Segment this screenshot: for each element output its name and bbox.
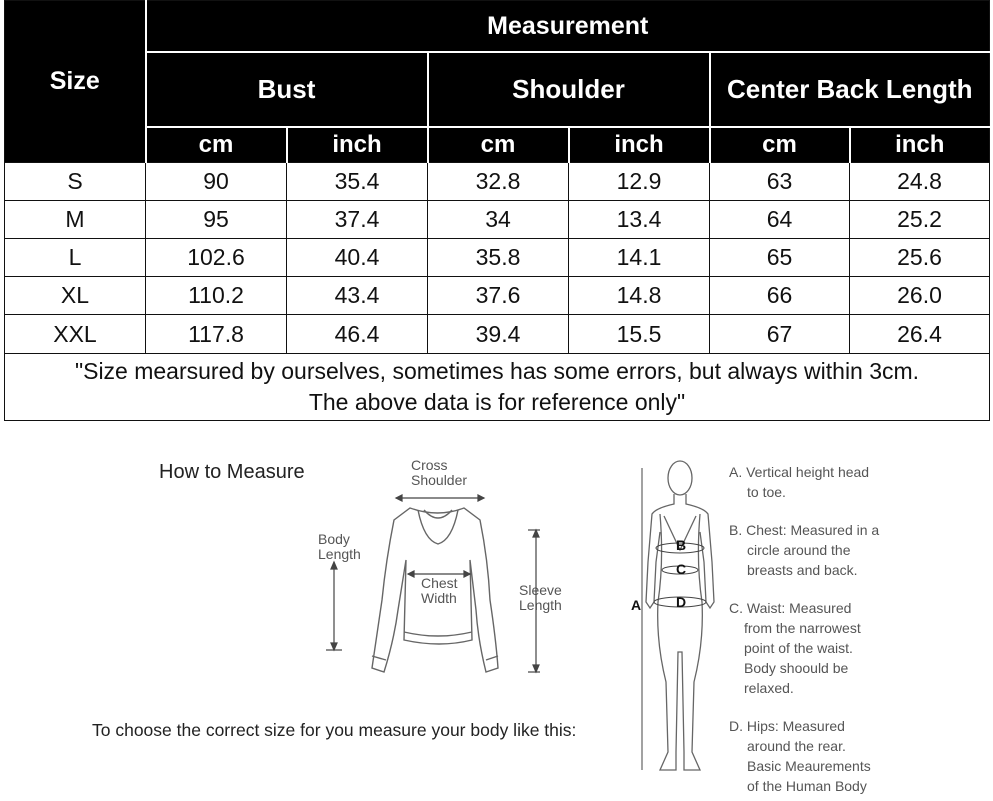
chest-width-arrow: [408, 571, 470, 577]
chest-width-label: Chest Width: [421, 575, 458, 606]
unit-header: cm: [428, 127, 569, 163]
note-line-1: "Size mearsured by ourselves, sometimes has some errors, but always within 3cm.: [74, 357, 920, 384]
size-cell: S: [5, 162, 146, 200]
human-body-diagram: [620, 452, 730, 782]
value-cell: 15.5: [569, 315, 710, 353]
measurement-header: Measurement: [146, 1, 990, 53]
cross-shoulder-label: Cross Shoulder: [411, 457, 468, 488]
value-cell: 102.6: [146, 239, 287, 277]
value-cell: 43.4: [287, 277, 428, 315]
note-c: C. Waist: Measured from the narrowest point of the waist. Body shoould be relaxed.: [729, 600, 861, 696]
value-cell: 37.4: [287, 200, 428, 238]
value-cell: 46.4: [287, 315, 428, 353]
size-cell: XL: [5, 277, 146, 315]
note-line-2: The above data is for reference only": [308, 388, 686, 415]
value-cell: 24.8: [850, 162, 990, 200]
how-to-measure-title: How to Measure: [159, 461, 305, 483]
body-letter-a: A: [631, 597, 642, 613]
table-row: [5, 315, 990, 353]
value-cell: 12.9: [569, 162, 710, 200]
sweater-measurement-diagram: [300, 450, 540, 690]
value-cell: 26.0: [850, 277, 990, 315]
unit-header: inch: [850, 127, 990, 163]
value-cell: 14.1: [569, 239, 710, 277]
size-cell: L: [5, 239, 146, 277]
value-cell: 117.8: [146, 315, 287, 353]
value-cell: 26.4: [850, 315, 990, 353]
sweater-outline: [372, 508, 498, 672]
value-cell: 90: [146, 162, 287, 200]
body-length-arrow: [326, 562, 342, 650]
size-chart-table: [4, 0, 990, 421]
note-b: B. Chest: Measured in a circle around the breasts and back.: [729, 522, 880, 578]
note-a: A. Vertical height head to toe.: [729, 464, 870, 500]
measure-lines: [642, 468, 706, 770]
value-cell: 39.4: [428, 315, 569, 353]
value-cell: 64: [710, 200, 850, 238]
cross-shoulder-arrow: [396, 495, 484, 501]
value-cell: 32.8: [428, 162, 569, 200]
body-outline: [646, 461, 714, 770]
value-cell: 25.6: [850, 239, 990, 277]
table-row: [5, 239, 990, 277]
value-cell: 34: [428, 200, 569, 238]
center-back-length-header: Center Back Length: [710, 52, 990, 126]
sleeve-length-label: Sleeve Length: [519, 582, 562, 613]
size-cell: M: [5, 200, 146, 238]
unit-header: inch: [287, 127, 428, 163]
bust-header: Bust: [146, 52, 428, 126]
value-cell: 65: [710, 239, 850, 277]
unit-header: inch: [569, 127, 710, 163]
value-cell: 110.2: [146, 277, 287, 315]
body-letter-b: B: [676, 537, 687, 553]
body-length-label: Body Length: [318, 531, 361, 562]
value-cell: 35.8: [428, 239, 569, 277]
unit-header: cm: [710, 127, 850, 163]
table-row: [5, 162, 990, 200]
value-cell: 14.8: [569, 277, 710, 315]
note-d: D. Hips: Measured around the rear. Basic Meaurements of the Human Body: [729, 718, 871, 794]
table-row: [5, 277, 990, 315]
value-cell: 66: [710, 277, 850, 315]
value-cell: 35.4: [287, 162, 428, 200]
choose-size-instruction: To choose the correct size for you measure your body like this:: [92, 720, 577, 740]
sleeve-length-arrow: [528, 530, 540, 672]
value-cell: 63: [710, 162, 850, 200]
value-cell: 37.6: [428, 277, 569, 315]
unit-header: cm: [146, 127, 287, 163]
value-cell: 67: [710, 315, 850, 353]
value-cell: 95: [146, 200, 287, 238]
size-header: Size: [5, 1, 146, 163]
value-cell: 40.4: [287, 239, 428, 277]
value-cell: 25.2: [850, 200, 990, 238]
reference-note: [5, 353, 990, 420]
shoulder-header: Shoulder: [428, 52, 710, 126]
table-row: [5, 200, 990, 238]
value-cell: 13.4: [569, 200, 710, 238]
size-cell: XXL: [5, 315, 146, 353]
body-letter-d: D: [676, 594, 687, 610]
body-letter-c: C: [676, 561, 687, 577]
